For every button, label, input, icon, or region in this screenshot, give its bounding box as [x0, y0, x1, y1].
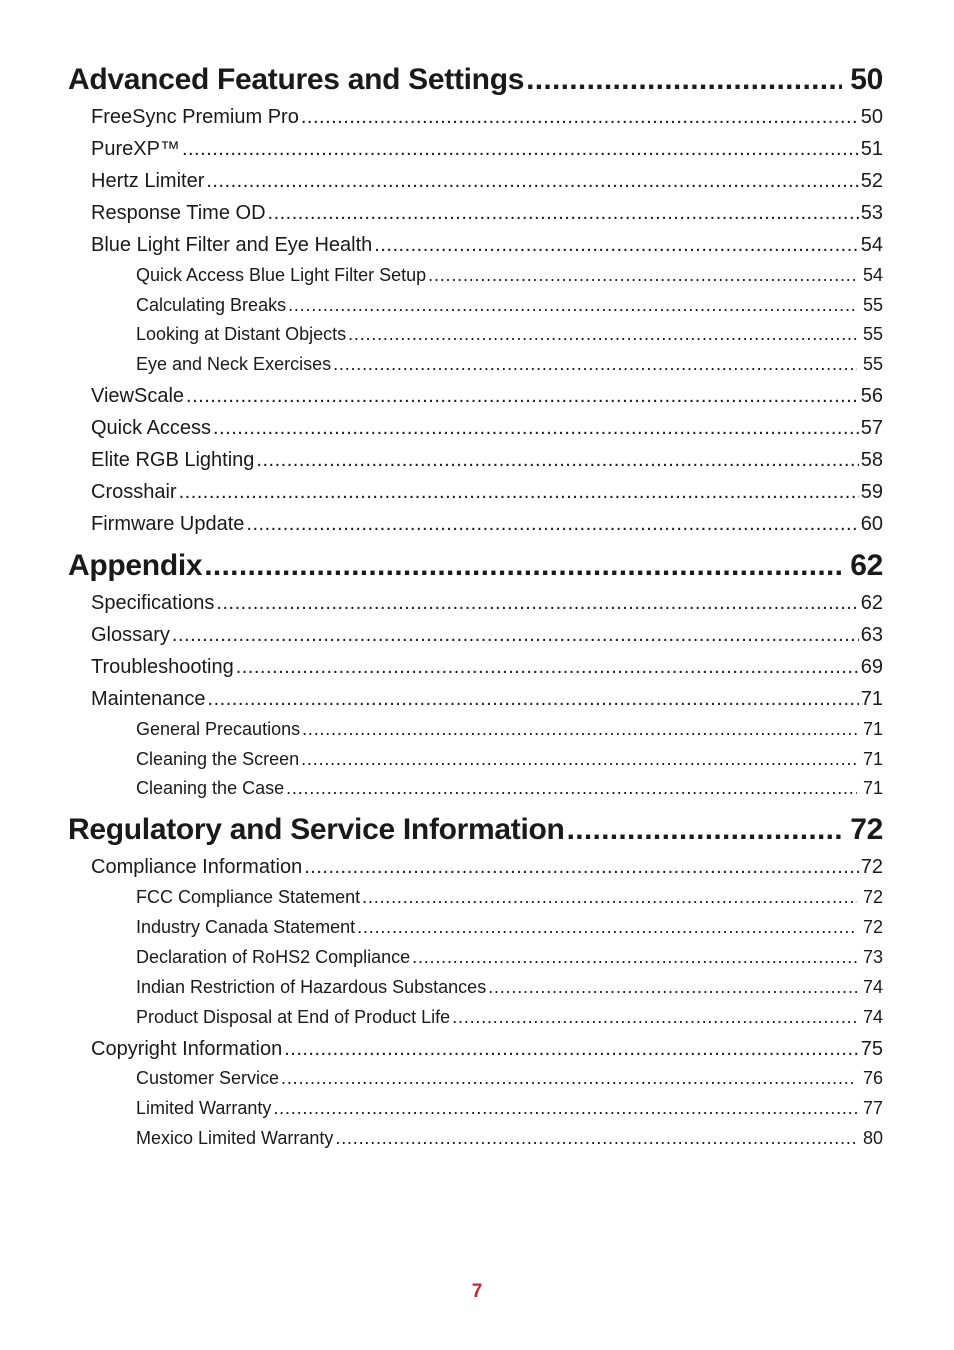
toc-entry-title: Glossary [91, 624, 170, 646]
toc-dot-leader [281, 1068, 857, 1089]
toc-subentry-page: 72 [862, 917, 883, 937]
toc-entry-title: PureXP™ [91, 138, 180, 160]
toc-entry[interactable] [91, 592, 883, 615]
page-number: 7 [471, 1281, 483, 1302]
toc-subentry[interactable] [136, 1068, 883, 1089]
toc-subentry-title: Indian Restriction of Hazardous Substances [136, 977, 487, 997]
toc-entry-title: Quick Access [91, 417, 212, 439]
toc-subentry-page: 71 [862, 778, 883, 798]
toc-subentry-page: 55 [862, 295, 883, 315]
toc-entry-page: 69 [860, 656, 883, 678]
toc-entry-page: 63 [860, 624, 883, 646]
toc-dot-leader [208, 688, 859, 711]
toc-entry[interactable] [91, 202, 883, 225]
toc-section-page: 50 [850, 63, 883, 96]
toc-entry[interactable] [91, 513, 883, 536]
toc-entry[interactable] [91, 138, 883, 161]
toc-entry[interactable] [91, 688, 883, 711]
toc-subentry-title: Industry Canada Statement [136, 917, 356, 937]
toc-dot-leader [335, 1128, 857, 1149]
toc-dot-leader [179, 481, 859, 504]
toc-dot-leader [567, 813, 843, 847]
toc-entry-page: 62 [860, 592, 883, 614]
toc-subentry[interactable] [136, 719, 883, 740]
toc-entry-title: Troubleshooting [91, 656, 234, 678]
toc-entry-page: 60 [860, 513, 883, 535]
toc-dot-leader [526, 63, 842, 97]
toc-entry[interactable] [91, 481, 883, 504]
toc-entry[interactable] [91, 1038, 883, 1061]
toc-subentry-title: Customer Service [136, 1068, 280, 1088]
toc-entry-page: 56 [860, 385, 883, 407]
toc-subentry-title: Calculating Breaks [136, 295, 287, 315]
toc-dot-leader [286, 778, 857, 799]
toc-dot-leader [206, 170, 858, 193]
toc-subentry-title: Looking at Distant Objects [136, 324, 347, 344]
toc-dot-leader [302, 719, 857, 740]
toc-dot-leader [301, 749, 857, 770]
toc-entry[interactable] [91, 856, 883, 879]
toc-entry[interactable] [91, 385, 883, 408]
toc-entry[interactable] [91, 624, 883, 647]
toc-entry-title: Specifications [91, 592, 215, 614]
toc-section-heading[interactable] [68, 549, 883, 583]
toc-entry-title: Crosshair [91, 481, 177, 503]
toc-subentry-title: Cleaning the Case [136, 778, 285, 798]
toc-entry-page: 50 [860, 106, 883, 128]
toc-dot-leader [246, 513, 858, 536]
toc-entry-title: Blue Light Filter and Eye Health [91, 234, 373, 256]
toc-section-page: 72 [850, 813, 883, 846]
toc-subentry-title: Cleaning the Screen [136, 749, 300, 769]
toc-section-heading[interactable] [68, 813, 883, 847]
toc-dot-leader [182, 138, 859, 161]
toc-entry-page: 57 [860, 417, 883, 439]
toc-subentry-page: 54 [862, 265, 883, 285]
toc-entry-page: 71 [860, 688, 883, 710]
toc-subentry[interactable] [136, 1007, 883, 1028]
toc-dot-leader [268, 202, 859, 225]
toc-subentry-page: 55 [862, 354, 883, 374]
toc-dot-leader [186, 385, 859, 408]
toc-subentry-title: Eye and Neck Exercises [136, 354, 332, 374]
toc-dot-leader [213, 417, 859, 440]
toc-subentry[interactable] [136, 1098, 883, 1119]
toc-entry-title: Firmware Update [91, 513, 245, 535]
toc-dot-leader [488, 977, 857, 998]
toc-entry-page: 59 [860, 481, 883, 503]
toc-entry-title: Elite RGB Lighting [91, 449, 255, 471]
toc-entry-title: Compliance Information [91, 856, 303, 878]
toc-dot-leader [172, 624, 859, 647]
toc-subentry[interactable] [136, 947, 883, 968]
toc-subentry-page: 71 [862, 719, 883, 739]
toc-subentry-page: 55 [862, 324, 883, 344]
toc-subentry[interactable] [136, 265, 883, 286]
toc-dot-leader [256, 449, 858, 472]
toc-dot-leader [412, 947, 857, 968]
toc-section-page: 62 [850, 549, 883, 582]
toc-subentry-title: Declaration of RoHS2 Compliance [136, 947, 411, 967]
toc-dot-leader [204, 549, 842, 583]
toc-subentry-page: 80 [862, 1128, 883, 1148]
toc-entry-page: 53 [860, 202, 883, 224]
toc-subentry[interactable] [136, 749, 883, 770]
toc-entry-page: 72 [860, 856, 883, 878]
toc-entry-page: 52 [860, 170, 883, 192]
toc-entry[interactable] [91, 106, 883, 129]
toc-dot-leader [357, 917, 857, 938]
toc-dot-leader [333, 354, 857, 375]
toc-entry[interactable] [91, 170, 883, 193]
toc-subentry[interactable] [136, 1128, 883, 1149]
toc-entry-page: 51 [860, 138, 883, 160]
toc-subentry-page: 72 [862, 887, 883, 907]
toc-subentry-title: Quick Access Blue Light Filter Setup [136, 265, 427, 285]
toc-dot-leader [288, 295, 857, 316]
toc-entry-page: 75 [860, 1038, 883, 1060]
toc-section-title: Appendix [68, 549, 203, 582]
toc-dot-leader [362, 887, 857, 908]
toc-subentry-page: 74 [862, 977, 883, 997]
toc-dot-leader [452, 1007, 857, 1028]
toc-subentry-page: 74 [862, 1007, 883, 1027]
toc-entry-page: 54 [860, 234, 883, 256]
toc-dot-leader [304, 856, 859, 879]
toc-entry-title: Maintenance [91, 688, 206, 710]
toc-subentry[interactable] [136, 977, 883, 998]
toc-subentry-page: 73 [862, 947, 883, 967]
toc-subentry-title: FCC Compliance Statement [136, 887, 361, 907]
toc-entry[interactable] [91, 656, 883, 679]
toc-subentry[interactable] [136, 917, 883, 938]
toc-dot-leader [216, 592, 858, 615]
toc-entry[interactable] [91, 449, 883, 472]
toc-subentry-title: Product Disposal at End of Product Life [136, 1007, 451, 1027]
toc-dot-leader [273, 1098, 857, 1119]
toc-dot-leader [284, 1038, 859, 1061]
toc-entry-title: ViewScale [91, 385, 185, 407]
toc-subentry-page: 71 [862, 749, 883, 769]
toc-dot-leader [428, 265, 857, 286]
toc-entry-title: Copyright Information [91, 1038, 283, 1060]
toc-subentry[interactable] [136, 295, 883, 316]
toc-entry[interactable] [91, 234, 883, 257]
toc-subentry-page: 76 [862, 1068, 883, 1088]
toc-dot-leader [348, 324, 857, 345]
toc-entry-title: FreeSync Premium Pro [91, 106, 299, 128]
toc-entry-title: Response Time OD [91, 202, 266, 224]
toc-subentry-page: 77 [862, 1098, 883, 1118]
toc-dot-leader [374, 234, 858, 257]
toc-dot-leader [236, 656, 859, 679]
toc-section-heading[interactable] [68, 63, 883, 97]
toc-subentry-title: Limited Warranty [136, 1098, 272, 1118]
toc-section-title: Advanced Features and Settings [68, 63, 525, 96]
toc-subentry[interactable] [136, 354, 883, 375]
toc-section-title: Regulatory and Service Information [68, 813, 565, 846]
toc-entry[interactable] [91, 417, 883, 440]
toc-entry-page: 58 [860, 449, 883, 471]
toc-subentry-title: General Precautions [136, 719, 301, 739]
toc-entry-title: Hertz Limiter [91, 170, 205, 192]
toc-subentry[interactable] [136, 887, 883, 908]
toc-subentry[interactable] [136, 778, 883, 799]
toc-subentry-title: Mexico Limited Warranty [136, 1128, 334, 1148]
toc-dot-leader [301, 106, 859, 129]
toc-subentry[interactable] [136, 324, 883, 345]
